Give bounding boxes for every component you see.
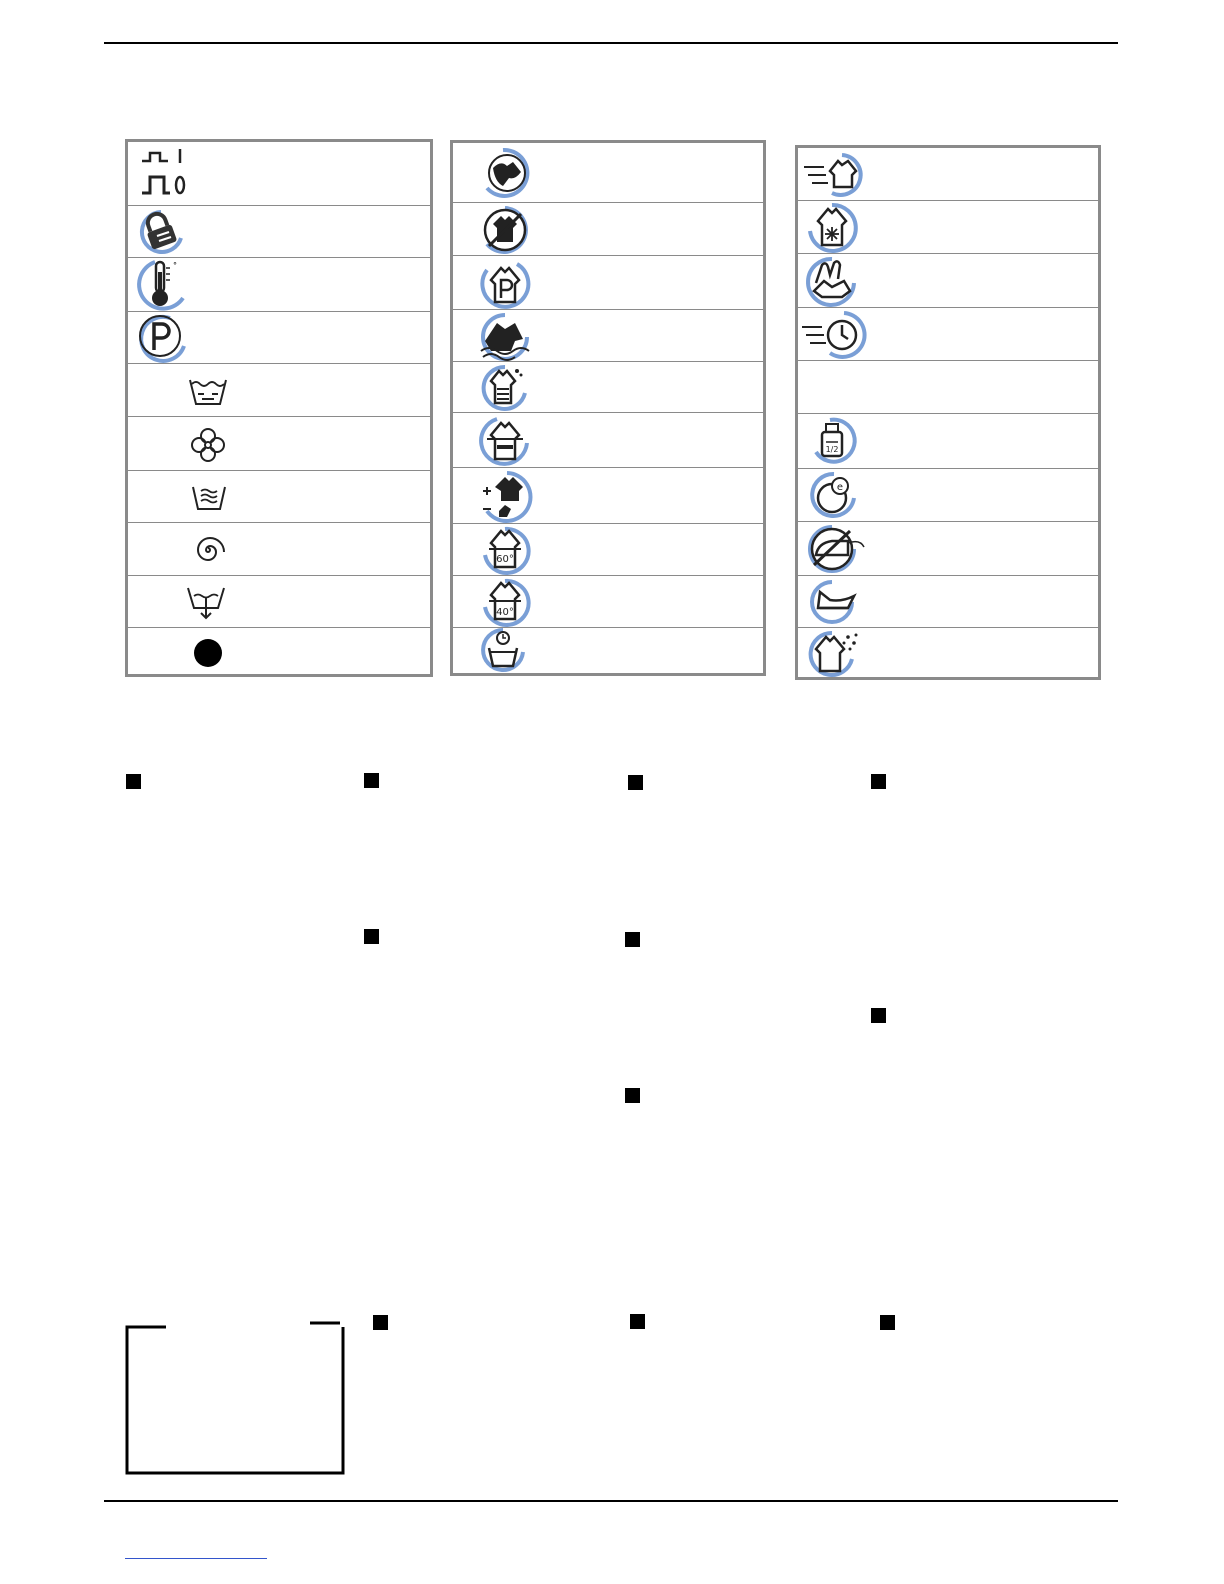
symbol-row	[798, 628, 1098, 677]
symbol-row	[798, 469, 1098, 522]
symbol-row	[453, 256, 763, 310]
shirt-fast-icon	[802, 151, 866, 199]
bullet-marker	[364, 773, 379, 788]
svg-text:1/2: 1/2	[825, 445, 839, 454]
eco-ball-icon	[808, 470, 860, 520]
program-symbols-b-table	[795, 145, 1101, 680]
program-symbols-a-table	[450, 140, 766, 676]
shoe-icon	[808, 578, 864, 626]
symbol-row	[128, 206, 430, 258]
drain-icon	[186, 584, 226, 620]
symbol-row	[128, 417, 430, 471]
baby-bottle-icon	[808, 416, 860, 466]
symbol-row	[798, 148, 1098, 201]
dot-icon	[193, 638, 223, 668]
symbol-row	[453, 203, 763, 256]
symbol-row	[798, 414, 1098, 469]
wash-tub-icon	[188, 376, 228, 408]
symbol-row	[798, 576, 1098, 628]
rinse-tub-icon	[191, 483, 227, 513]
program-p-icon	[132, 312, 190, 362]
spin-spiral-icon	[190, 532, 226, 568]
symbol-row	[128, 576, 430, 628]
symbol-row	[453, 628, 763, 673]
bullet-marker	[126, 774, 141, 789]
svg-text:e: e	[836, 482, 844, 493]
shirt-p-icon	[477, 258, 533, 310]
symbol-row	[128, 628, 430, 674]
bullet-marker	[871, 1008, 886, 1023]
no-iron-shirt-icon	[477, 204, 533, 256]
temperature-icon	[133, 258, 191, 312]
symbol-row	[453, 576, 763, 628]
shirt-stain-icon	[479, 363, 531, 411]
symbol-row	[128, 312, 430, 364]
shirt-snowflake-icon	[802, 201, 862, 253]
symbol-row	[128, 523, 430, 576]
bullet-marker	[373, 1315, 388, 1330]
svg-text:40°: 40°	[496, 607, 514, 618]
hand-wash-icon	[802, 255, 862, 307]
shirt-60-icon	[477, 525, 533, 575]
tub-clock-icon	[479, 628, 529, 672]
bullet-marker	[630, 1314, 645, 1329]
bullet-marker	[625, 1088, 640, 1103]
bullet-marker	[628, 775, 643, 790]
on-off-icon	[138, 145, 188, 201]
symbol-row	[453, 524, 763, 576]
shirt-wash-icon	[477, 415, 533, 467]
header-rule	[104, 42, 1118, 44]
symbol-row	[453, 413, 763, 468]
symbol-row	[128, 142, 430, 206]
svg-text:°: °	[173, 261, 177, 270]
shirt-water-icon	[475, 311, 535, 361]
no-iron-icon	[804, 523, 870, 573]
footer-rule	[104, 1500, 1118, 1502]
shirt-globe-icon	[479, 146, 535, 200]
flower-icon	[190, 427, 226, 463]
symbol-row	[798, 308, 1098, 361]
bullet-marker	[880, 1315, 895, 1330]
shirt-40-icon	[477, 577, 533, 627]
symbol-row	[128, 364, 430, 417]
child-lock-icon	[135, 208, 191, 256]
bullet-marker	[364, 929, 379, 944]
symbol-row	[798, 201, 1098, 254]
shirt-plus-minus-icon	[477, 469, 537, 523]
symbol-row	[453, 310, 763, 362]
shirt-sparkle-icon	[806, 629, 866, 677]
symbol-row	[453, 362, 763, 413]
note-box-frame	[124, 1320, 346, 1476]
symbol-row	[453, 143, 763, 203]
symbol-row	[798, 361, 1098, 414]
bullet-marker	[871, 774, 886, 789]
quick-clock-icon	[800, 309, 866, 359]
symbol-row	[128, 471, 430, 523]
footer-link-underline[interactable]	[125, 1558, 267, 1559]
symbol-row	[128, 258, 430, 312]
symbol-row	[798, 522, 1098, 576]
symbol-row	[798, 254, 1098, 308]
control-panel-symbols-table	[125, 139, 433, 677]
symbol-row	[453, 468, 763, 524]
svg-text:60°: 60°	[496, 554, 514, 565]
bullet-marker	[625, 932, 640, 947]
